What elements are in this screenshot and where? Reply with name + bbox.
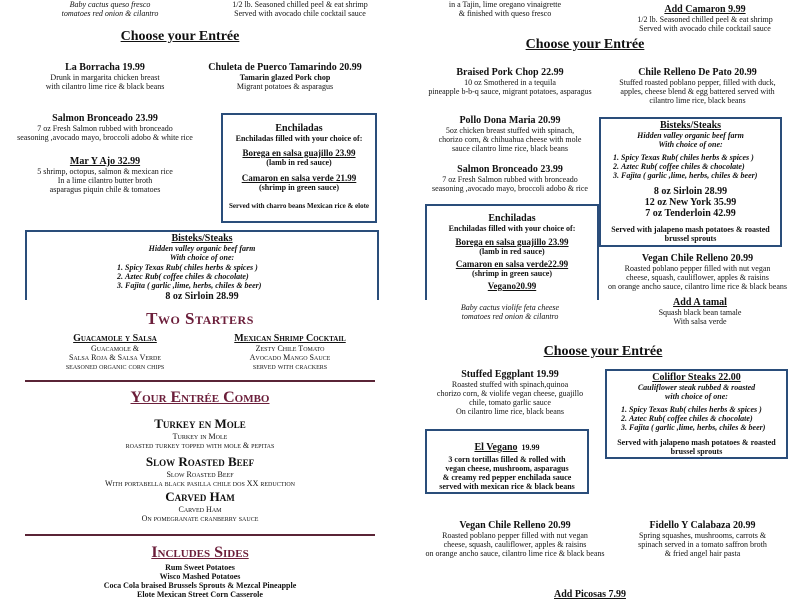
right-bisteks-box <box>599 117 782 247</box>
item-desc: Migrant potatoes & asparagus <box>236 82 334 91</box>
combo-turkey <box>40 416 360 450</box>
item-mar-y-ajo <box>20 156 190 194</box>
snippet-line: Baby cactus queso fresco <box>69 0 151 9</box>
bisteks-sub: Hidden valley organic beef farm <box>148 244 256 253</box>
item-title: Chuleta de Puerco Tamarindo 20.99 <box>208 62 362 73</box>
starter-title: Mexican Shrimp Cocktail <box>234 333 346 344</box>
right-enchiladas-box <box>425 204 599 300</box>
item-title: Vegan Chile Relleno 20.99 <box>641 253 754 264</box>
enchiladas-sub: Enchiladas filled with your choice of: <box>235 134 363 143</box>
item-desc: chile, tomato garlic sauce <box>469 398 551 407</box>
item-title: Fidello Y Calabaza 20.99 <box>649 520 756 531</box>
rub-list <box>611 405 786 432</box>
sides-heading: Includes Sides <box>151 544 249 561</box>
item-desc: sauce cilantro lime rice, black beans <box>452 144 568 153</box>
sides-list <box>40 563 360 599</box>
rub-option: 3. Fajita ( garlic ,lime, herbs, chiles & beer) <box>621 171 780 180</box>
starter-desc: Salsa Roja & Salsa Verde <box>68 353 162 362</box>
rub-list <box>107 263 377 290</box>
item-desc: Stuffed roasted poblano pepper, filled with duck, <box>619 78 776 87</box>
item-add-tamal <box>630 297 770 326</box>
combo-heading: Your Entrée Combo <box>130 389 270 406</box>
steak-cut: 7 oz Tenderloin 42.99 <box>645 208 736 219</box>
el-vegano-price: 19.99 <box>521 443 540 452</box>
item-desc: Roasted stuffed with spinach,quinoa <box>451 380 569 389</box>
item-title: Salmon Bronceado 23.99 <box>457 164 563 175</box>
bisteks-footer: Served with jalapeno mash potatoes & roasted brussel sprouts <box>611 225 770 243</box>
combo-beef <box>40 454 360 488</box>
item-stuffed-eggplant <box>420 369 600 416</box>
starter-desc: Avocado Mango Sauce <box>249 353 331 362</box>
item-chuleta <box>195 62 375 91</box>
bisteks-title: Bisteks/Steaks <box>659 120 722 131</box>
item-desc: chorizo corn, & violife vegan cheese, guajillo <box>436 389 584 398</box>
item-la-borracha <box>20 62 190 91</box>
bisteks-sub: Hidden valley organic beef farm <box>637 131 744 140</box>
bisteks-sub: With choice of one: <box>169 253 235 262</box>
vegano-note <box>425 303 595 321</box>
combo-ham <box>40 489 360 523</box>
combo-desc: Carved Ham <box>178 505 222 514</box>
item-desc: & fried angel hair pasta <box>664 549 741 558</box>
combo-desc: On pomegranate cranberry sauce <box>141 514 259 523</box>
item-desc: Drunk in margarita chicken breast <box>50 73 160 82</box>
side-item: Elote Mexican Street Corn Casserole <box>137 590 263 599</box>
item-salmon-left <box>15 113 195 142</box>
divider <box>25 380 375 382</box>
item-desc: on orange ancho sauce, cilantro lime rice & black beans <box>425 549 605 558</box>
enchiladas-option-note: (shrimp in green sauce) <box>471 269 553 278</box>
rub-list <box>603 153 780 180</box>
enchiladas-option: Camaron en salsa verde22.99 <box>455 259 569 269</box>
steak-cut: 8 oz Sirloin 28.99 <box>165 291 239 300</box>
item-desc: on orange ancho sauce, cilantro lime rice & black beans <box>607 282 788 291</box>
item-title: Braised Pork Chop 22.99 <box>456 67 564 78</box>
left-enchiladas-box <box>221 113 377 223</box>
side-item: Wisco Mashed Potatoes <box>159 572 241 581</box>
item-desc: Roasted poblano pepper filled with nut vegan <box>442 531 588 540</box>
side-item: Rum Sweet Potatoes <box>165 563 235 572</box>
item-desc: With salsa verde <box>673 317 727 326</box>
el-vegano-box <box>425 429 589 494</box>
item-desc: 5oz chicken breast stuffed with spinach, <box>445 126 575 135</box>
colifor-title: Coliflor Steaks 22.00 <box>652 372 741 383</box>
item-desc: In a lime cilantro butter broth <box>57 176 153 185</box>
item-title: Salmon Bronceado 23.99 <box>52 113 158 124</box>
rub-option: 2. Aztec Rub( coffee chiles & chocolate) <box>125 272 377 281</box>
divider <box>25 534 375 536</box>
bisteks-title: Bisteks/Steaks <box>171 233 233 244</box>
snippet-line: tomatoes red onion & cilantro <box>61 9 159 18</box>
rub-option: 1. Spicy Texas Rub( chiles herbs & spices ) <box>125 263 377 272</box>
enchiladas-title: Enchiladas <box>275 123 323 134</box>
item-desc: 5 shrimp, octopus, salmon & mexican rice <box>37 167 173 176</box>
enchiladas-option-note: (shrimp in green sauce) <box>258 183 340 192</box>
item-desc: pineapple b-b-q sauce, migrant potatoes, asparagus <box>428 87 592 96</box>
left-top-snippet-a <box>30 0 190 18</box>
item-desc: Spring squashes, mushrooms, carrots & <box>638 531 767 540</box>
item-desc: cheese, squash, cauliflower, apples & raisins <box>626 273 769 282</box>
starter-guacamole <box>40 333 190 371</box>
item-desc: Served with avocado chile cocktail sauce <box>639 24 771 33</box>
el-vegano-desc: vegan cheese, mushroom, asparagus <box>445 464 569 473</box>
combo-title: Turkey en Mole <box>154 416 246 431</box>
colifor-sub: with choice of one: <box>665 392 728 401</box>
item-desc: seasoning ,avocado mayo, broccoli adobo & white rice <box>17 133 193 142</box>
item-desc: with cilantro lime rice & black beans <box>45 82 165 91</box>
steak-cut: 8 oz Sirloin 28.99 <box>653 186 728 197</box>
colifor-sub: Cauliflower steak rubbed & roasted <box>637 383 756 392</box>
item-desc: cheese, squash, cauliflower, apples & raisins <box>443 540 587 549</box>
snippet-line: 1/2 lb. Seasoned chilled peel & eat shrimp <box>232 0 368 9</box>
item-fidello <box>615 520 790 558</box>
enchiladas-option: Vegano20.99 <box>487 281 537 291</box>
right-entree-heading-2: Choose your Entrée <box>543 344 663 359</box>
combo-desc: With portabella black pasilla chile dos XX reduction <box>104 479 296 488</box>
starter-desc: served with crackers <box>252 362 328 371</box>
enchiladas-option: Borega en salsa guajillo 23.99 <box>455 237 569 247</box>
right-top-snippet-a <box>430 0 580 18</box>
item-desc: Squash black bean tamale <box>658 308 742 317</box>
item-desc: 1/2 lb. Seasoned chilled peel & eat shrimp <box>637 15 773 24</box>
item-desc: cilantro lime rice, black beans <box>649 96 746 105</box>
item-title: Stuffed Eggplant 19.99 <box>461 369 559 380</box>
item-vegan-chile-relleno-2 <box>420 520 610 558</box>
enchiladas-option: Borega en salsa guajillo 23.99 <box>242 148 356 158</box>
item-braised-pork-chop <box>425 67 595 96</box>
item-vegan-chile-relleno-1 <box>605 253 790 291</box>
steak-cut: 12 oz New York 35.99 <box>644 197 737 208</box>
item-desc: Roasted poblano pepper filled with nut vegan <box>624 264 771 273</box>
el-vegano-heading <box>427 437 587 455</box>
right-entree-heading-1: Choose your Entrée <box>525 37 645 52</box>
combo-title: Carved Ham <box>165 489 235 504</box>
item-title: Add A tamal <box>673 297 727 308</box>
item-chile-relleno-pato <box>605 67 790 105</box>
rub-option: 3. Fajita ( garlic ,lime, herbs, chiles & beer) <box>125 281 377 290</box>
item-desc: spinach served in a tomato saffron broth <box>638 540 767 549</box>
item-title: Pollo Dona Maria 20.99 <box>459 115 561 126</box>
combo-title: Slow Roasted Beef <box>145 454 255 469</box>
starter-shrimp-cocktail <box>210 333 370 371</box>
rub-option: 2. Aztec Rub( coffee chiles & chocolate) <box>621 162 780 171</box>
snippet-line: in a Tajin, lime oregano vinaigrette <box>448 0 562 9</box>
left-entree-heading: Choose your Entrée <box>120 29 240 44</box>
two-starters-heading: Two Starters <box>146 309 254 328</box>
item-add-picosas: Add Picosas 7.99 <box>554 589 626 600</box>
enchiladas-option: Camaron en salsa verde 21.99 <box>241 173 357 183</box>
combo-desc: Turkey in Mole <box>172 432 228 441</box>
item-salmon-right <box>420 164 600 193</box>
el-vegano-desc: 3 corn tortillas filled & rolled with <box>448 455 566 464</box>
item-title: La Borracha 19.99 <box>65 62 145 73</box>
starter-desc: Zesty Chile Tomato <box>255 344 325 353</box>
left-top-snippet-b <box>210 0 390 18</box>
note-line: tomatoes red onion & cilantro <box>461 312 559 321</box>
item-title: Mar Y Ajo 32.99 <box>69 156 141 167</box>
item-desc: apples, cheese blend & egg battered served with <box>620 87 775 96</box>
colifor-footer: Served with jalapeno mash potatoes & roasted brussel sprouts <box>617 438 776 456</box>
starter-desc: seasoned organic corn chips <box>65 362 165 371</box>
starter-title: Guacamole y Salsa <box>73 333 157 344</box>
starter-desc: Guacamole & <box>91 344 139 353</box>
item-desc: 7 oz Fresh Salmon rubbed with bronceado <box>37 124 173 133</box>
item-title: Chile Relleno De Pato 20.99 <box>638 67 757 78</box>
item-desc: On cilantro lime rice, black beans <box>456 407 564 416</box>
el-vegano-title: El Vegano <box>474 442 518 453</box>
combo-desc: Slow Roasted Beef <box>166 470 234 479</box>
el-vegano-desc: served with mexican rice & black beans <box>439 482 575 491</box>
item-desc: asparagus piquin chile & tomatoes <box>49 185 161 194</box>
combo-desc: roasted turkey topped with mole & pepitas <box>125 441 275 450</box>
item-desc: chorizo corn, & chihuahua cheese with mole <box>438 135 582 144</box>
note-line: Baby cactus violife feta cheese <box>460 303 560 312</box>
item-desc: 7 oz Fresh Salmon rubbed with bronceado <box>442 175 578 184</box>
enchiladas-footer: Served with charro beans Mexican rice & elote <box>228 202 370 210</box>
item-desc: Tamarin glazed Pork chop <box>239 73 331 82</box>
item-pollo-dona-maria <box>425 115 595 153</box>
snippet-line: Served with avocado chile cocktail sauce <box>234 9 366 18</box>
item-title: Add Camaron 9.99 <box>664 4 746 15</box>
rub-option: 1. Spicy Texas Rub( chiles herbs & spices ) <box>629 405 786 414</box>
enchiladas-title: Enchiladas <box>488 213 536 224</box>
right-add-camaron <box>615 4 795 33</box>
enchiladas-sub: Enchiladas filled with your choice of: <box>448 224 576 233</box>
snippet-line: & finished with queso fresco <box>458 9 552 18</box>
bisteks-sub: With choice of one: <box>658 140 723 149</box>
item-desc: 10 oz Smothered in a tequila <box>464 78 556 87</box>
rub-option: 3. Fajita ( garlic ,lime, herbs, chiles & beer) <box>629 423 786 432</box>
side-item: Coca Cola braised Brussels Sprouts & Mezcal Pineapple <box>103 581 297 590</box>
el-vegano-desc: & creamy red pepper enchilada sauce <box>442 473 572 482</box>
enchiladas-option-note: (lamb in red sauce) <box>266 158 332 167</box>
enchiladas-option-note: (lamb in red sauce) <box>479 247 545 256</box>
item-title: Vegan Chile Relleno 20.99 <box>459 520 571 531</box>
left-bisteks-box <box>25 230 379 300</box>
colifor-box <box>605 369 788 459</box>
item-desc: seasoning ,avocado mayo, broccoli adobo & rice <box>432 184 588 193</box>
rub-option: 1. Spicy Texas Rub( chiles herbs & spices ) <box>621 153 780 162</box>
rub-option: 2. Aztec Rub( coffee chiles & chocolate) <box>629 414 786 423</box>
